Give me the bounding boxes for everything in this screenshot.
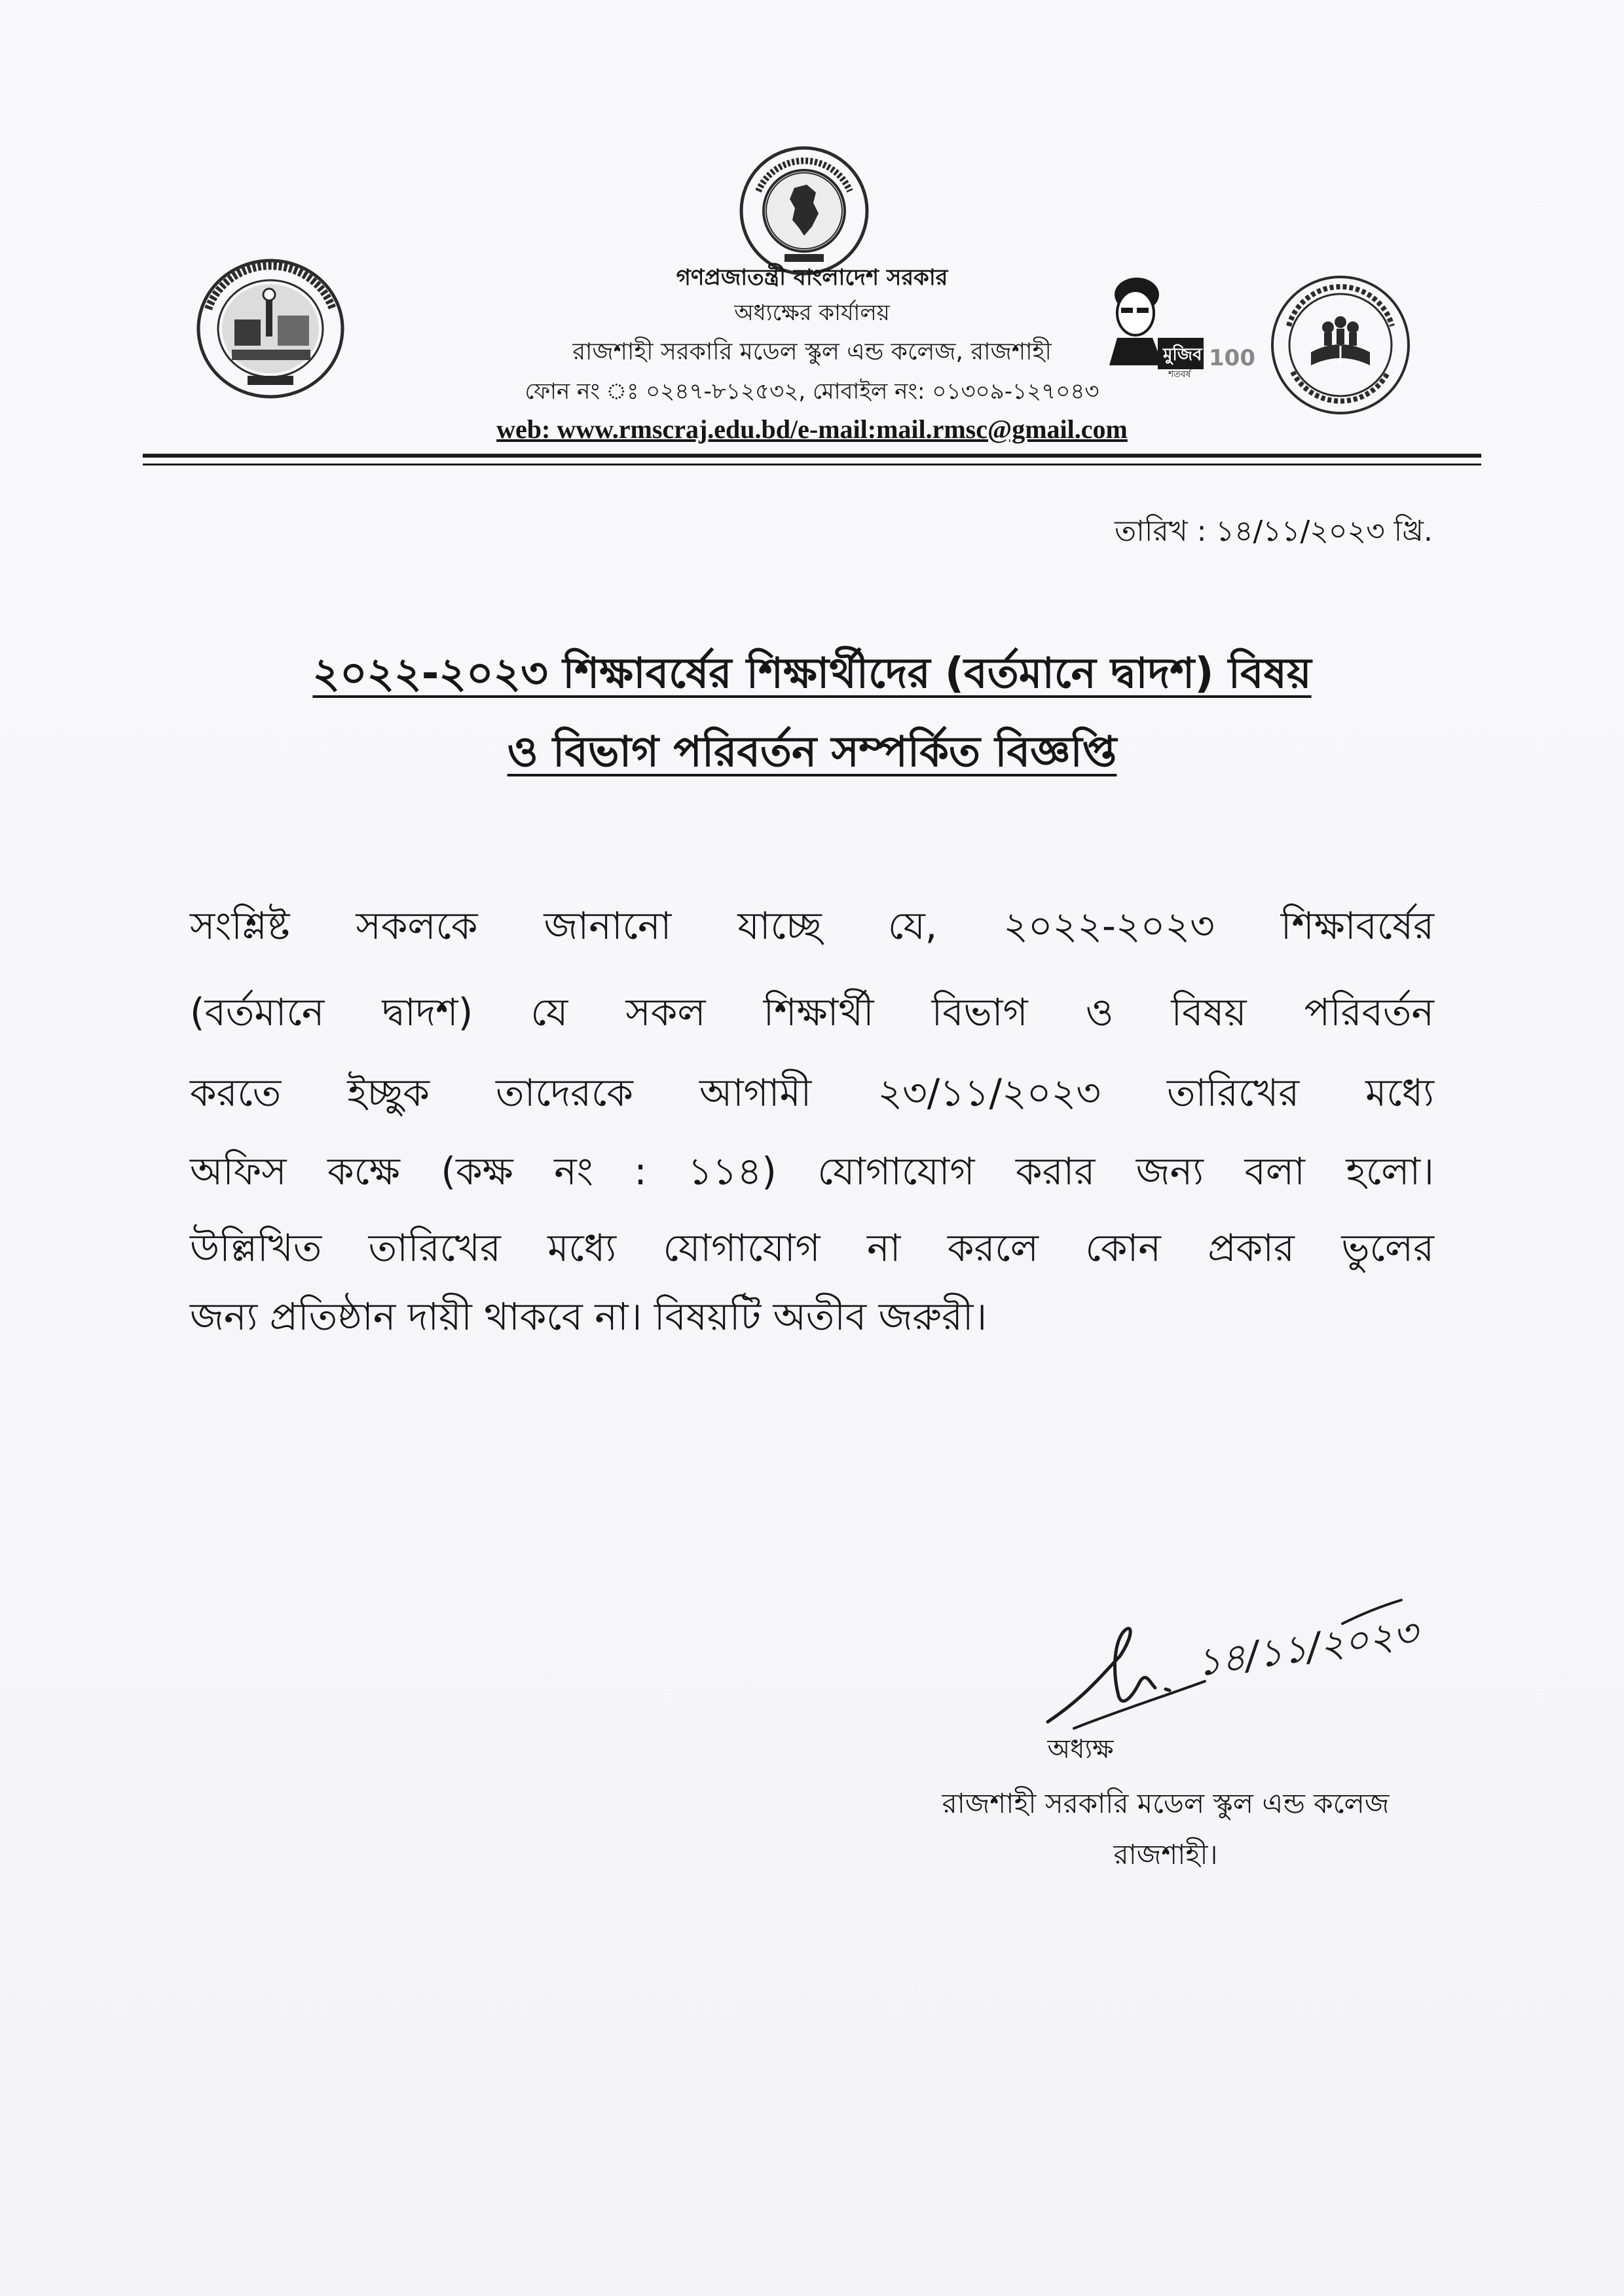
government-seal-icon — [739, 145, 870, 276]
signatory-title: অধ্যক্ষ — [1047, 1734, 1114, 1764]
svg-text:মুজিব: মুজিব — [1163, 345, 1202, 365]
notice-title-line-2-text: ও বিভাগ পরিবর্তন সম্পর্কিত বিজ্ঞপ্তি — [507, 728, 1117, 776]
notice-title-line-1-text: ২০২২-২০২৩ শিক্ষাবর্ষের শিক্ষার্থীদের (বর্তমানে দ্বাদশ) বিষয় — [312, 649, 1312, 698]
handwritten-signature — [1035, 1597, 1421, 1748]
body-line: অফিস কক্ষে (কক্ষ নং : ১১৪) যোগাযোগ করার জন্য বলা হলো। — [190, 1149, 1434, 1194]
svg-text:শতবর্ষ: শতবর্ষ — [1168, 369, 1191, 380]
header-web-email: web: www.rmscraj.edu.bd/e-mail:mail.rmsc@gmail.com — [496, 414, 1128, 444]
notice-title-line-1 — [0, 642, 1624, 712]
signatory-institution: রাজশাহী সরকারি মডেল স্কুল এন্ড কলেজ — [942, 1787, 1390, 1819]
header-government: গণপ্রজাতন্ত্রী বাংলাদেশ সরকার — [676, 264, 948, 291]
body-line: উল্লিখিত তারিখের মধ্যে যোগাযোগ না করলে কোন প্রকার ভুলের — [190, 1226, 1434, 1270]
signatory-city: রাজশাহী। — [1113, 1838, 1218, 1870]
notice-title-line-2 — [0, 720, 1624, 790]
notice-date: তারিখ : ১৪/১১/২০২৩ খ্রি. — [1115, 515, 1433, 548]
signature-date: ১৪/১১/২০২৩ — [1193, 1610, 1421, 1685]
body-line: করতে ইচ্ছুক তাদেরকে আগামী ২৩/১১/২০২৩ তারিখের মধ্যে — [190, 1070, 1434, 1115]
header-divider-thick — [143, 454, 1481, 458]
body-line: (বর্তমানে দ্বাদশ) যে সকল শিক্ষার্থী বিভাগ ও বিষয় পরিবর্তন — [190, 990, 1434, 1034]
body-line: জন্য প্রতিষ্ঠান দায়ী থাকবে না। বিষয়টি অতীব জরুরী। — [190, 1294, 987, 1339]
header-phone: ফোন নং ঃ ০২৪৭-৮১২৫৩২, মোবাইল নং: ০১৩০৯-১২৭০৪৩ — [525, 378, 1099, 405]
svg-text:100: 100 — [1209, 345, 1255, 371]
header-office: অধ্যক্ষের কার্যালয় — [734, 300, 890, 326]
header-institution: রাজশাহী সরকারি মডেল স্কুল এন্ড কলেজ, রাজশাহী — [572, 338, 1052, 365]
header-divider-thin — [143, 464, 1481, 465]
body-line: সংশ্লিষ্ট সকলকে জানানো যাচ্ছে যে, ২০২২-২০২৩ শিক্ষাবর্ষের — [190, 903, 1434, 948]
